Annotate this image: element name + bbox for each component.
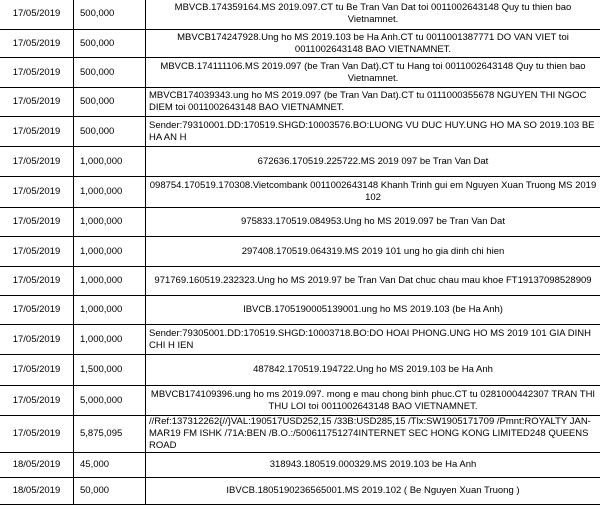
amount-cell: 50,000 <box>74 478 146 505</box>
date-cell: 18/05/2019 <box>0 453 74 478</box>
date-cell: 17/05/2019 <box>0 88 74 117</box>
table-row <box>0 355 600 386</box>
amount-cell: 1,000,000 <box>74 177 146 208</box>
amount-cell: 45,000 <box>74 453 146 478</box>
amount-cell: 5,875,095 <box>74 416 146 453</box>
amount-cell: 1,000,000 <box>74 208 146 237</box>
description-cell: Sender:79310001.DD:170519.SHGD:10003576.BO:LUONG VU DUC HUY.UNG HO MA SO 2019.103 BE HA AN H <box>146 117 600 147</box>
amount-cell: 1,000,000 <box>74 267 146 296</box>
description-cell: 487842.170519.194722.Ung ho MS 2019.103 be Ha Anh <box>146 355 600 386</box>
date-cell: 17/05/2019 <box>0 237 74 267</box>
amount-cell: 500,000 <box>74 0 146 30</box>
amount-cell: 1,000,000 <box>74 296 146 325</box>
table-row <box>0 147 600 177</box>
date-cell: 17/05/2019 <box>0 117 74 147</box>
date-cell: 17/05/2019 <box>0 386 74 416</box>
table-row <box>0 478 600 505</box>
description-cell: IBVCB.1805190236565001.MS 2019.102 ( Be Nguyen Xuan Truong ) <box>146 478 600 505</box>
table-row <box>0 267 600 296</box>
amount-cell: 500,000 <box>74 88 146 117</box>
date-cell: 17/05/2019 <box>0 355 74 386</box>
description-cell: 297408.170519.064319.MS 2019 101 ung ho gia dinh chi hien <box>146 237 600 267</box>
date-cell: 17/05/2019 <box>0 0 74 30</box>
description-cell: MBVCB174039343.ung ho MS 2019.097 (be Tran Van Dat).CT tu 0111000355678 NGUYEN THI NGOC DIEM toi 0011002643148 BAO VIETNAMNET. <box>146 88 600 117</box>
date-cell: 17/05/2019 <box>0 177 74 208</box>
description-cell: //Ref:137312262{//}VAL:190517USD252,15 /33B:USD285,15 /Tlx:SW1905171709 /Pmnt:ROYALTY JAN-MAR19 FM ISHK /71A:BEN /B.O.:/500611751274INTERNET SEC HONG KONG LIMITED248 QUEENS ROAD <box>146 416 600 453</box>
table-row <box>0 296 600 325</box>
amount-cell: 1,000,000 <box>74 325 146 355</box>
amount-cell: 500,000 <box>74 117 146 147</box>
date-cell: 18/05/2019 <box>0 478 74 505</box>
date-cell: 17/05/2019 <box>0 208 74 237</box>
table-row <box>0 0 600 30</box>
amount-cell: 5,000,000 <box>74 386 146 416</box>
table-row <box>0 386 600 416</box>
description-cell: MBVCB.174359164.MS 2019.097.CT tu Be Tran Van Dat toi 0011002643148 Quy tu thien bao Vietnamnet. <box>146 0 600 30</box>
description-cell: 975833.170519.084953.Ung ho MS 2019.097 be Tran Van Dat <box>146 208 600 237</box>
date-cell: 17/05/2019 <box>0 267 74 296</box>
description-cell: MBVCB174247928.Ung ho MS 2019.103 be Ha Anh.CT tu 0011001387771 DO VAN VIET toi 0011002643148 BAO VIETNAMNET. <box>146 30 600 58</box>
description-cell: Sender:79305001.DD:170519.SHGD:10003718.BO:DO HOAI PHONG.UNG HO MS 2019 101 GIA DINH CHI H IEN <box>146 325 600 355</box>
table-row <box>0 88 600 117</box>
table-row <box>0 177 600 208</box>
description-cell: 971769.160519.232323.Ung ho MS 2019.97 be Tran Van Dat chuc chau mau khoe FT19137098528909 <box>146 267 600 296</box>
amount-cell: 1,500,000 <box>74 355 146 386</box>
description-cell: MBVCB.174111106.MS 2019.097 (be Tran Van Dat).CT tu Hang toi 0011002643148 Quy tu thien bao Vietnamnet. <box>146 58 600 88</box>
table-row <box>0 325 600 355</box>
table-row <box>0 117 600 147</box>
date-cell: 17/05/2019 <box>0 416 74 453</box>
date-cell: 17/05/2019 <box>0 147 74 177</box>
date-cell: 17/05/2019 <box>0 30 74 58</box>
table-row <box>0 453 600 478</box>
date-cell: 17/05/2019 <box>0 58 74 88</box>
description-cell: MBVCB174109396.ung ho ms 2019.097. mong e mau chong binh phuc.CT tu 0281000442307 TRAN THI THU LOI toi 0011002643148 BAO VIETNAMNET. <box>146 386 600 416</box>
description-cell: IBVCB.1705190005139001.ung ho MS 2019.103 (be Ha Anh) <box>146 296 600 325</box>
amount-cell: 500,000 <box>74 58 146 88</box>
table-row <box>0 416 600 453</box>
description-cell: 318943.180519.000329.MS 2019.103 be Ha Anh <box>146 453 600 478</box>
table-row <box>0 30 600 58</box>
table-row <box>0 237 600 267</box>
date-cell: 17/05/2019 <box>0 325 74 355</box>
amount-cell: 1,000,000 <box>74 237 146 267</box>
description-cell: 672636.170519.225722.MS 2019 097 be Tran Van Dat <box>146 147 600 177</box>
table-row <box>0 208 600 237</box>
amount-cell: 500,000 <box>74 30 146 58</box>
table-row <box>0 58 600 88</box>
description-cell: 098754.170519.170308.Vietcombank 0011002643148 Khanh Trinh gui em Nguyen Xuan Truong MS 2019 102 <box>146 177 600 208</box>
amount-cell: 1,000,000 <box>74 147 146 177</box>
date-cell: 17/05/2019 <box>0 296 74 325</box>
